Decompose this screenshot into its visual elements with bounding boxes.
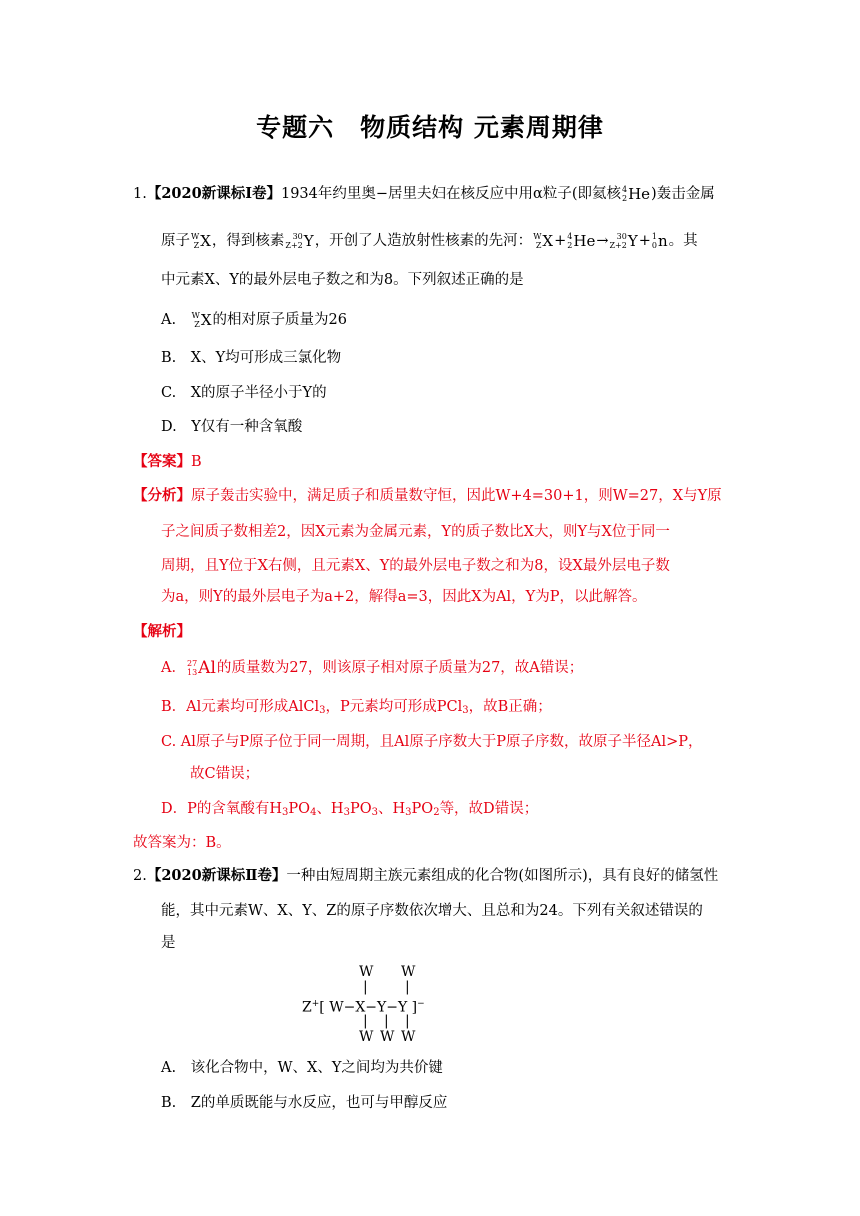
stem-text: 原子 bbox=[161, 233, 190, 249]
nuclide-wzx: W Z X bbox=[191, 232, 211, 250]
stem-text: 。其 bbox=[668, 233, 698, 249]
question-1-stem-line-2 bbox=[161, 231, 698, 251]
analysis-line-1 bbox=[133, 486, 722, 506]
explain-text: PO bbox=[288, 801, 311, 817]
option-d: D. Y仅有一种含氧酸 bbox=[161, 419, 303, 435]
option-text: Z的单质既能与水反应，也可与甲醇反应 bbox=[190, 1095, 448, 1111]
question-1-stem-line-3: 中元素X、Y的最外层电子数之和为8。下列叙述正确的是 bbox=[161, 272, 524, 288]
helium-nuclide: 4 2 He bbox=[621, 185, 651, 203]
explain-text: PO bbox=[349, 801, 372, 817]
explain-c-line-1: C. Al原子与P原子位于同一周期，且Al原子序数大于P原子序数，故原子半径Al>P， bbox=[161, 734, 703, 750]
nuclide-al27: 27 13 Al bbox=[186, 658, 216, 678]
explain-label: 【解析】 bbox=[133, 623, 191, 640]
conclusion: 故答案为：B。 bbox=[133, 835, 231, 851]
question-source: 【2020新课标Ⅰ卷】 bbox=[146, 185, 281, 202]
analysis-line-4: 为a，则Y的最外层电子为a+2，解得a=3，因此X为Al，Y为P，以此解答。 bbox=[161, 589, 647, 605]
question-number: 1. bbox=[133, 186, 147, 202]
option-text: 的相对原子质量为26 bbox=[212, 312, 347, 328]
analysis-line-3: 周期，且Y位于X右侧，且元素X、Y的最外层电子数之和为8，设X最外层电子数 bbox=[161, 558, 670, 574]
compound-structure-diagram: W W | | Z+[ W−X−Y−Y ]− | | | W W W bbox=[302, 964, 425, 1045]
page-title: 专题六 物质结构 元素周期律 bbox=[256, 113, 604, 142]
explain-d: D．P的含氧酸有$H_3PO_4$、$H_3PO_3$、$H_3PO_2$等，故D错误； bbox=[161, 801, 539, 818]
option-c: C. X的原子半径小于Y的 bbox=[161, 385, 327, 401]
question-2-stem-line-3: 是 bbox=[161, 935, 176, 951]
explain-text: B．Al元素均可形成AlCl bbox=[161, 699, 320, 715]
explain-text: ，故B正确； bbox=[468, 699, 552, 715]
explain-text: 、H bbox=[378, 801, 406, 817]
analysis-text: 原子轰击实验中，满足质子和质量数守恒，因此W+4=30+1，则W=27，X与Y原 bbox=[191, 488, 722, 504]
option-text: X的原子半径小于Y的 bbox=[190, 385, 327, 401]
nuclide-30y: 30 Z+2 Y bbox=[285, 232, 314, 250]
stem-text: ，开创了人造放射性核素的先河： bbox=[314, 233, 533, 249]
option-text: X、Y均可形成三氯化物 bbox=[190, 350, 342, 366]
explain-a: A． 27 13 Al 的质量数为27，则该原子相对原子质量为27，故A错误； bbox=[161, 658, 584, 678]
explain-text: 的质量数为27，则该原子相对原子质量为27，故A错误； bbox=[216, 660, 584, 676]
question-2-option-b: B. Z的单质既能与水反应，也可与甲醇反应 bbox=[161, 1095, 448, 1111]
analysis-label: 【分析】 bbox=[133, 487, 191, 504]
question-source: 【2020新课标Ⅱ卷】 bbox=[146, 867, 287, 884]
option-text: 该化合物中，W、X、Y之间均为共价键 bbox=[190, 1060, 443, 1076]
explain-b: B．Al元素均可形成AlCl$_3$，P元素均可形成PCl$_3$，故B正确； bbox=[161, 699, 552, 716]
stem-text: 一种由短周期主族元素组成的化合物(如图所示)，具有良好的储氢性 bbox=[286, 868, 719, 884]
answer-line bbox=[133, 452, 202, 472]
question-2-stem-line-2: 能，其中元素W、X、Y、Z的原子序数依次增大、且总和为24。下列有关叙述错误的 bbox=[161, 903, 703, 919]
question-2-option-a: A. 该化合物中，W、X、Y之间均为共价键 bbox=[161, 1060, 443, 1076]
question-2-stem-line-1 bbox=[133, 866, 718, 886]
explain-text: PO bbox=[411, 801, 434, 817]
question-1-stem-line-1 bbox=[133, 184, 715, 204]
question-number: 2. bbox=[133, 868, 147, 884]
answer-value: B bbox=[191, 454, 202, 470]
option-b: B. X、Y均可形成三氯化物 bbox=[161, 350, 342, 366]
explain-c-line-2: 故C错误； bbox=[190, 766, 260, 782]
answer-label: 【答案】 bbox=[133, 453, 191, 470]
explain-text: ，P元素均可形成PCl bbox=[325, 699, 463, 715]
stem-text: ，得到核素 bbox=[211, 233, 285, 249]
nuclide-wzx: W Z X bbox=[191, 311, 212, 329]
option-text: Y仅有一种含氧酸 bbox=[191, 419, 303, 435]
nuclear-equation: W Z X + 4 2 He → 30 Z+2 Y + 1 0 n bbox=[533, 232, 668, 250]
explain-text: D．P的含氧酸有H bbox=[161, 801, 283, 817]
stem-text: )轰击金属 bbox=[651, 186, 715, 202]
stem-text: 1934年约里奥−居里夫妇在核反应中用α粒子(即氦核 bbox=[280, 186, 621, 202]
explain-text: 、H bbox=[316, 801, 344, 817]
option-a: A. W Z X 的相对原子质量为26 bbox=[161, 311, 347, 329]
analysis-line-2: 子之间质子数相差2，因X元素为金属元素，Y的质子数比X大，则Y与X位于同一 bbox=[161, 524, 670, 540]
explain-text: 等，故D错误； bbox=[439, 801, 539, 817]
